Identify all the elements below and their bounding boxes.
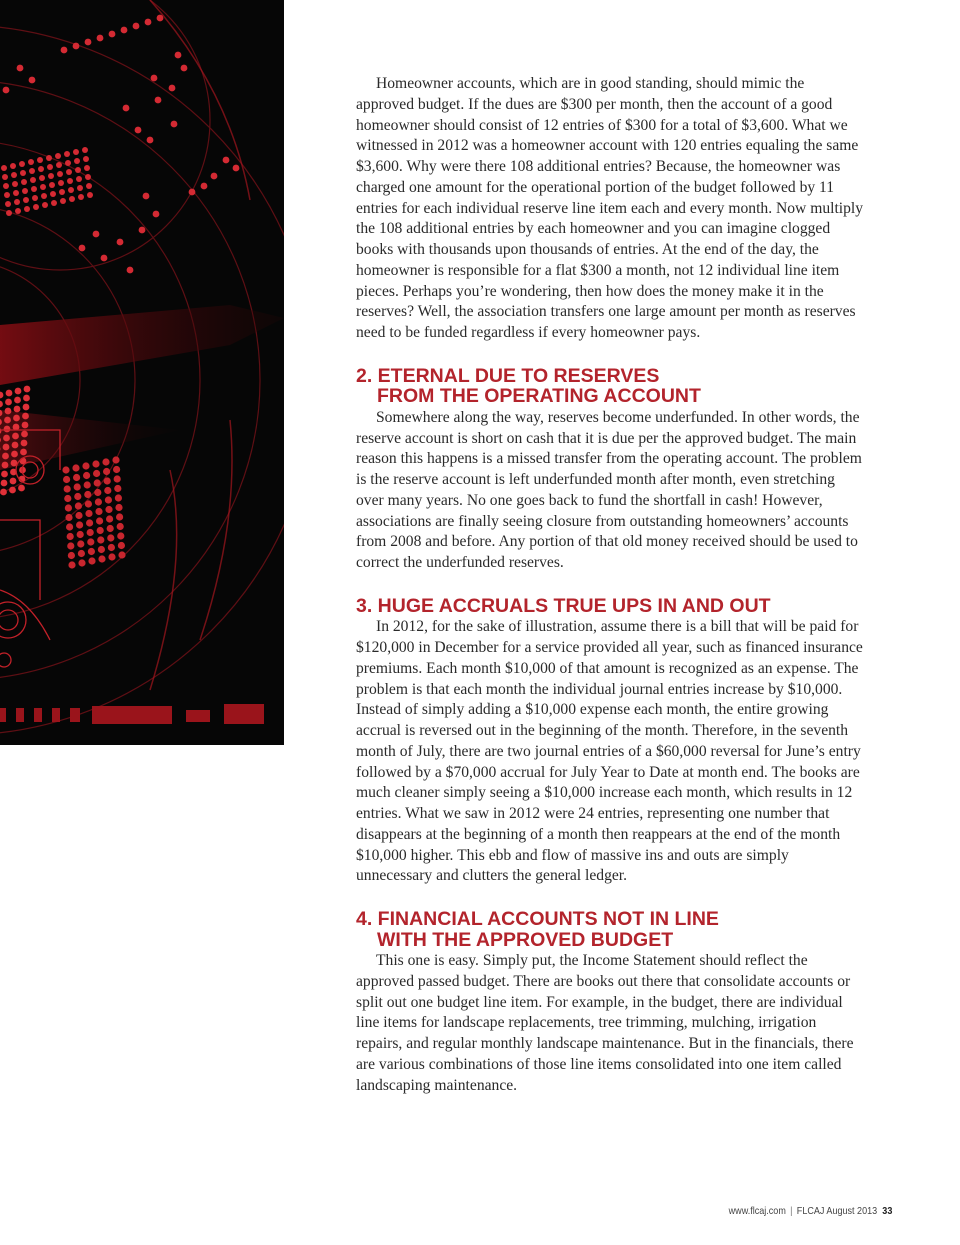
decorative-dot bbox=[84, 165, 90, 171]
decorative-dot bbox=[117, 532, 124, 539]
decorative-dot bbox=[88, 548, 95, 555]
heading-line-2: WITH THE APPROVED BUDGET bbox=[377, 928, 674, 951]
decorative-dot bbox=[38, 166, 44, 172]
decorative-dot bbox=[84, 491, 91, 498]
decorative-dot bbox=[116, 513, 123, 520]
page-footer bbox=[728, 1205, 892, 1217]
decorative-dot bbox=[22, 422, 29, 429]
decorative-dot bbox=[115, 504, 122, 511]
decorative-dot bbox=[105, 506, 112, 513]
decorative-dot bbox=[18, 485, 25, 492]
decorative-dot bbox=[102, 458, 109, 465]
decorative-circuit-artwork bbox=[0, 0, 284, 745]
decorative-dot bbox=[82, 462, 89, 469]
decorative-dot bbox=[41, 193, 47, 199]
decorative-dot bbox=[95, 498, 102, 505]
decorative-dot bbox=[118, 542, 125, 549]
decorative-dot bbox=[67, 178, 73, 184]
decorative-dot bbox=[98, 555, 105, 562]
decorative-dot bbox=[29, 168, 35, 174]
decorative-dot bbox=[5, 399, 12, 406]
decorative-dot bbox=[87, 192, 93, 198]
decorative-dot bbox=[15, 388, 22, 395]
decorative-dot bbox=[23, 197, 29, 203]
decorative-dot bbox=[22, 188, 28, 194]
decorative-dot bbox=[75, 167, 81, 173]
decorative-dot bbox=[2, 174, 8, 180]
decorative-dot bbox=[42, 202, 48, 208]
decorative-dot bbox=[21, 431, 28, 438]
decorative-dot bbox=[105, 496, 112, 503]
decorative-dot bbox=[69, 196, 75, 202]
decorative-dot bbox=[108, 553, 115, 560]
heading-line-1: 4. FINANCIAL ACCOUNTS NOT IN LINE bbox=[356, 908, 719, 930]
decorative-dot bbox=[40, 184, 46, 190]
decorative-dot bbox=[59, 189, 65, 195]
decorative-dot bbox=[1, 165, 7, 171]
section-heading-huge-accruals bbox=[356, 596, 864, 617]
decorative-dot bbox=[85, 174, 91, 180]
decorative-dot bbox=[12, 442, 19, 449]
decorative-dot bbox=[23, 404, 30, 411]
decorative-dot bbox=[67, 533, 74, 540]
section-body-huge-accruals: In 2012, for the sake of illustration, assume there is a bill that will be paid for $120,000 in December for a service provided all year, such as financed insurance premiums. Each month $10,000 of that amount is recognized as an expense. The problem is that each month the individual journal entries increase by $10,000. Instead of simply adding a $10,000 expense each month, the entire growing accrual is reversed out in the beginning of the month. Therefore, in the seventh month of July, there are two journal entries of a $60,000 reversal for June’s entry followed by a $70,000 accrual for July Year to Date at month end. The books are much cleaner simply seeing a $10,000 increase each month, which results in 12 entries. What we saw in 2012 were 24 entries, representing one number that disappears at the beginning of a month then reappears at the end of the month $10,000 higher. This ebb and flow of massive ins and outs are simply unnecessary and clutters the general ledger. bbox=[356, 618, 863, 885]
decorative-dot bbox=[106, 515, 113, 522]
decorative-dot bbox=[57, 171, 63, 177]
decorative-dot bbox=[107, 525, 114, 532]
heading-line-1: 3. HUGE ACCRUALS TRUE UPS IN AND OUT bbox=[356, 594, 771, 617]
decorative-dot bbox=[118, 551, 125, 558]
decorative-dot bbox=[12, 181, 18, 187]
decorative-dot bbox=[2, 462, 9, 469]
decorative-dot bbox=[78, 559, 85, 566]
decorative-dot bbox=[13, 415, 20, 422]
intro-paragraph: Homeowner accounts, which are in good standing, should mimic the approved budget. If the dues are $300 per month, then the account of a good homeowner should consist of 12 entries of $300 for a total of $3,600. What we witnessed in 2012 was a homeowner account with 120 entries equaling the same $3,600. Why were there 108 additional entries? Because, the homeowner was charged one amount for the operational portion of the budget followed by 11 entries for each individual reserve line item each and every month. Now multiply the 108 additional entries by each homeowner and you can imagine clogged books with thousands upon thousands of entries. At the end of the day, the homeowner is responsible for a flat $300 a month, not 12 individual line item pieces. Perhaps you’re wondering, then how does the money make it in the reserves? Well, the association transfers one large amount per month as reserves need to be funded regardless if every homeowner pays. bbox=[356, 75, 864, 341]
decorative-dot bbox=[85, 510, 92, 517]
decorative-dot bbox=[65, 160, 71, 166]
decorative-dot bbox=[11, 172, 17, 178]
decorative-dot bbox=[13, 190, 19, 196]
decorative-dot bbox=[107, 534, 114, 541]
decorative-dot bbox=[67, 542, 74, 549]
decorative-dot bbox=[50, 191, 56, 197]
decorative-dot bbox=[32, 195, 38, 201]
decorative-dot bbox=[3, 444, 10, 451]
decorative-dot bbox=[63, 476, 70, 483]
decorative-dot bbox=[68, 552, 75, 559]
decorative-dot bbox=[9, 487, 16, 494]
decorative-dot bbox=[115, 494, 122, 501]
decorative-dot bbox=[1, 480, 8, 487]
decorative-dot bbox=[56, 162, 62, 168]
decorative-dot bbox=[86, 183, 92, 189]
decorative-dot bbox=[49, 182, 55, 188]
decorative-dot bbox=[20, 170, 26, 176]
section-heading-eternal-due bbox=[356, 366, 864, 407]
decorative-dot bbox=[85, 500, 92, 507]
decorative-dot bbox=[24, 206, 30, 212]
decorative-dot bbox=[73, 474, 80, 481]
decorative-dot bbox=[48, 173, 54, 179]
decorative-dot bbox=[5, 408, 12, 415]
decorative-dot bbox=[73, 149, 79, 155]
decorative-dot bbox=[4, 426, 11, 433]
footer-publication: FLCAJ bbox=[796, 1205, 825, 1217]
decorative-dot bbox=[47, 164, 53, 170]
decorative-dot bbox=[88, 557, 95, 564]
decorative-dot bbox=[75, 502, 82, 509]
decorative-dot bbox=[83, 156, 89, 162]
decorative-dot bbox=[103, 468, 110, 475]
decorative-dot bbox=[64, 495, 71, 502]
decorative-dot bbox=[112, 456, 119, 463]
decorative-dot bbox=[0, 489, 7, 496]
article-body bbox=[356, 74, 864, 1096]
decorative-dot bbox=[23, 395, 30, 402]
decorative-dot bbox=[33, 204, 39, 210]
decorative-dot bbox=[93, 470, 100, 477]
footer-separator: | bbox=[789, 1205, 793, 1217]
decorative-dot bbox=[6, 210, 12, 216]
decorative-dot bbox=[76, 521, 83, 528]
decorative-dot bbox=[78, 194, 84, 200]
decorative-dot bbox=[94, 489, 101, 496]
decorative-dot bbox=[6, 390, 13, 397]
decorative-dot bbox=[97, 536, 104, 543]
decorative-dot bbox=[37, 157, 43, 163]
decorative-dot bbox=[20, 449, 27, 456]
decorative-dot bbox=[94, 479, 101, 486]
decorative-dot bbox=[28, 159, 34, 165]
page-number: 33 bbox=[881, 1205, 892, 1217]
decorative-dot bbox=[117, 523, 124, 530]
decorative-dot bbox=[64, 485, 71, 492]
heading-line-2: FROM THE OPERATING ACCOUNT bbox=[377, 385, 701, 408]
decorative-dot bbox=[12, 433, 19, 440]
decorative-dot bbox=[77, 540, 84, 547]
decorative-dot bbox=[84, 481, 91, 488]
decorative-dot bbox=[24, 386, 31, 393]
decorative-dot bbox=[68, 561, 75, 568]
decorative-dot bbox=[65, 504, 72, 511]
decorative-dot bbox=[114, 485, 121, 492]
decorative-dot bbox=[55, 153, 61, 159]
decorative-dot bbox=[10, 478, 17, 485]
decorative-dot bbox=[14, 406, 21, 413]
decorative-dot bbox=[2, 453, 9, 460]
decorative-dot bbox=[21, 179, 27, 185]
decorative-dot bbox=[77, 185, 83, 191]
decorative-dot bbox=[11, 451, 18, 458]
decorative-dot bbox=[5, 201, 11, 207]
decorative-dot bbox=[114, 475, 121, 482]
section-heading-financial-accounts bbox=[356, 909, 864, 950]
decorative-dot bbox=[98, 546, 105, 553]
decorative-dot bbox=[97, 527, 104, 534]
decorative-dot bbox=[76, 176, 82, 182]
decorative-dot bbox=[74, 483, 81, 490]
decorative-dot bbox=[51, 200, 57, 206]
footer-website: www.flcaj.com bbox=[728, 1205, 786, 1217]
circuit-pattern-image bbox=[0, 0, 284, 745]
decorative-dot bbox=[92, 460, 99, 467]
decorative-dot bbox=[19, 161, 25, 167]
decorative-dot bbox=[60, 198, 66, 204]
decorative-dot bbox=[1, 471, 8, 478]
decorative-dot bbox=[104, 487, 111, 494]
decorative-dot bbox=[72, 464, 79, 471]
decorative-dot bbox=[30, 177, 36, 183]
decorative-dot bbox=[4, 192, 10, 198]
decorative-dot bbox=[10, 163, 16, 169]
decorative-dot bbox=[64, 151, 70, 157]
decorative-dot bbox=[58, 180, 64, 186]
decorative-dot bbox=[3, 183, 9, 189]
decorative-dot bbox=[3, 435, 10, 442]
decorative-dot bbox=[62, 466, 69, 473]
decorative-dot bbox=[14, 199, 20, 205]
decorative-dot bbox=[46, 155, 52, 161]
decorative-dot bbox=[39, 175, 45, 181]
decorative-dot bbox=[87, 529, 94, 536]
decorative-dot bbox=[87, 538, 94, 545]
decorative-dot bbox=[74, 493, 81, 500]
decorative-dot bbox=[113, 466, 120, 473]
decorative-dot bbox=[96, 517, 103, 524]
decorative-dot bbox=[82, 147, 88, 153]
decorative-dot bbox=[83, 472, 90, 479]
decorative-dot bbox=[77, 531, 84, 538]
section-body-financial-accounts: This one is easy. Simply put, the Income Statement should reflect the approved passed budget. There are books out there that consolidate accounts or split out one budget line item. For example, in the budget, there are individual line items for landscape replacements, tree trimming, mulching, irrigation repairs, and regular monthly landscape maintenance. But in the financials, there are various combinations of those line items consolidated into one item called landscaping maintenance. bbox=[356, 952, 854, 1094]
decorative-dot bbox=[4, 417, 11, 424]
decorative-dot bbox=[68, 187, 74, 193]
decorative-dot bbox=[66, 523, 73, 530]
decorative-dot bbox=[65, 514, 72, 521]
decorative-dot bbox=[104, 477, 111, 484]
decorative-dot bbox=[78, 550, 85, 557]
decorative-dot bbox=[75, 512, 82, 519]
decorative-dot bbox=[14, 397, 21, 404]
decorative-dot bbox=[66, 169, 72, 175]
decorative-dot bbox=[74, 158, 80, 164]
heading-line-1: 2. ETERNAL DUE TO RESERVES bbox=[356, 364, 660, 387]
footer-issue: August 2013 bbox=[826, 1205, 877, 1217]
decorative-dot bbox=[95, 508, 102, 515]
decorative-dot bbox=[31, 186, 37, 192]
decorative-dot bbox=[22, 413, 29, 420]
section-body-eternal-due: Somewhere along the way, reserves become underfunded. In other words, the reserve account is short on cash that it is due per the approved budget. The main reason this happens is a missed transfer from the operating account. The problem is the reserve account is left underfunded month after month, even stretching over many years. No one goes back to fund the shortfall in cash! However, associations are finally seeing closure from outstanding homeowners’ accounts from 2008 and before. Any portion of that old money received should be used to correct the underfunded reserves. bbox=[356, 408, 862, 571]
decorative-dot bbox=[86, 519, 93, 526]
decorative-dot bbox=[21, 440, 28, 447]
decorative-dot bbox=[15, 208, 21, 214]
decorative-dot bbox=[108, 544, 115, 551]
